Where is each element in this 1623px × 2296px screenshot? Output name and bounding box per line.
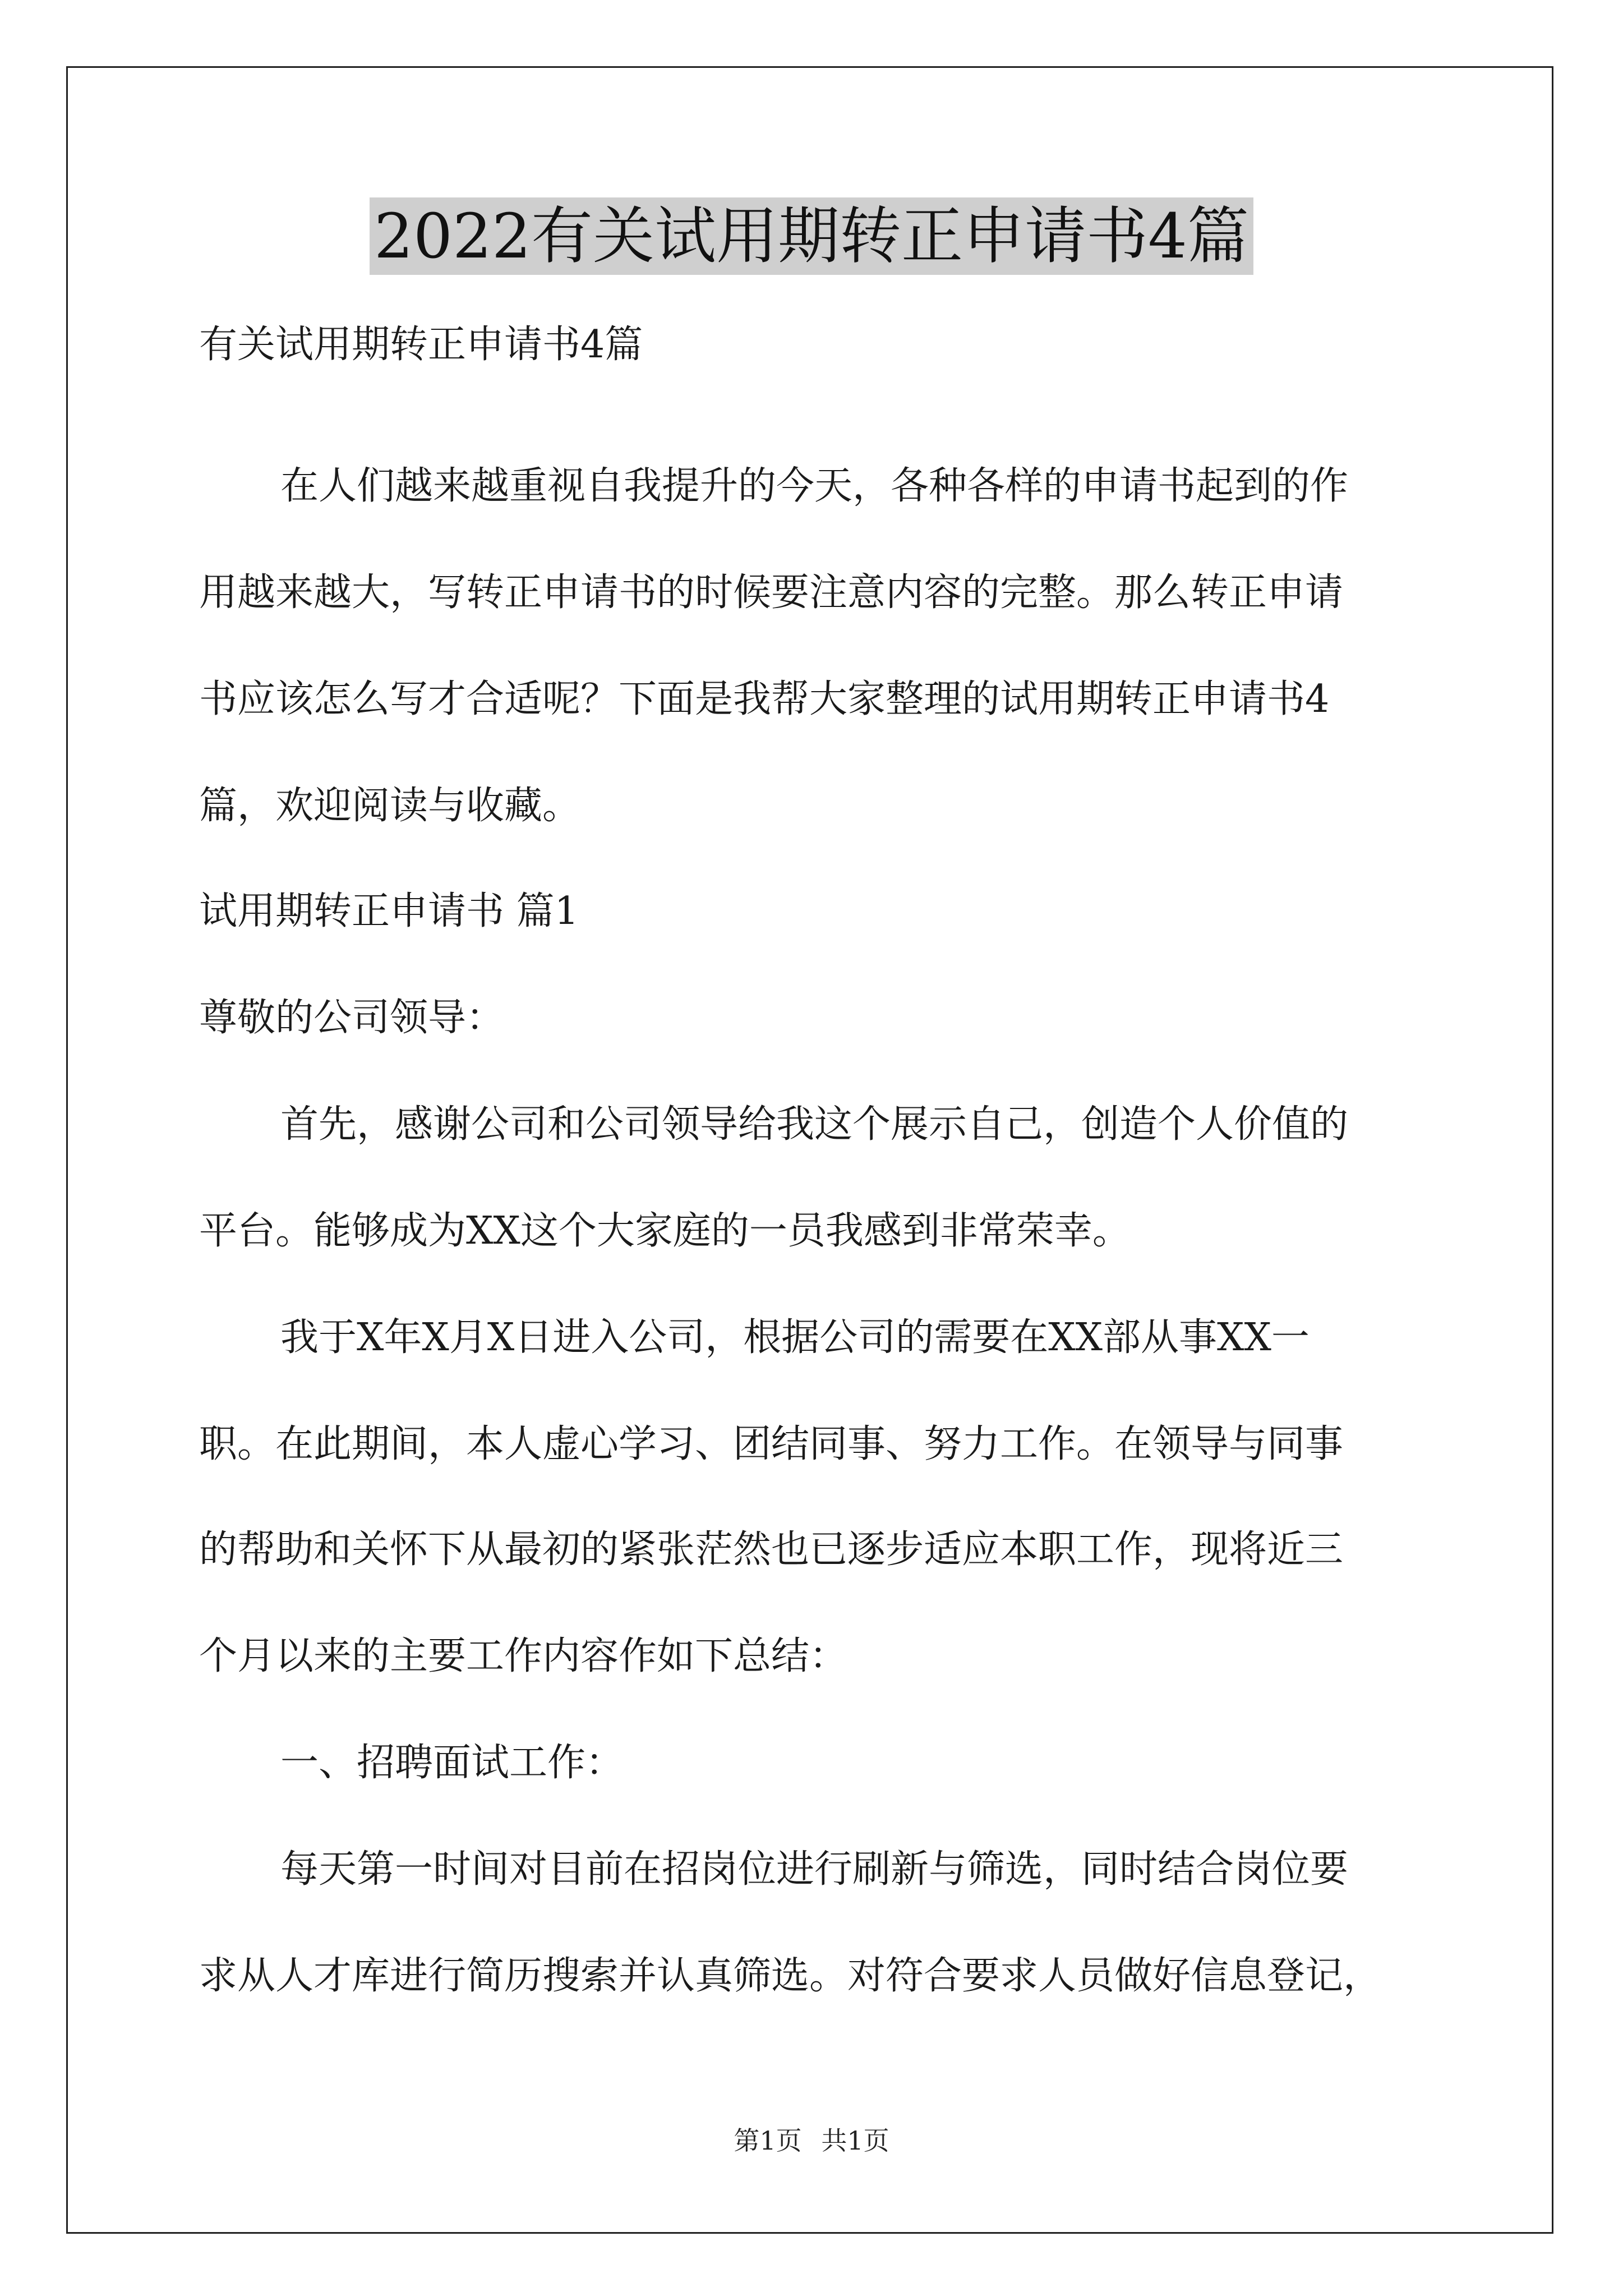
body-line: 书应该怎么写才合适呢？下面是我帮大家整理的试用期转正申请书4: [199, 677, 1330, 721]
body-line: 用越来越大，写转正申请书的时候要注意内容的完整。那么转正申请: [199, 570, 1344, 615]
body-line: 在人们越来越重视自我提升的今天，各种各样的申请书起到的作: [280, 464, 1349, 508]
body-line: 职。在此期间，本人虚心学习、团结同事、努力工作。在领导与同事: [199, 1422, 1344, 1466]
body-line: 篇，欢迎阅读与收藏。: [199, 784, 581, 828]
document-title: 2022有关试用期转正申请书4篇: [370, 197, 1253, 275]
page-total: 共1页: [821, 2125, 889, 2156]
body-line: 我于X年X月X日进入公司，根据公司的需要在XX部从事XX一: [280, 1315, 1310, 1360]
body-line: 求从人才库进行简历搜索并认真筛选。对符合要求人员做好信息登记，: [199, 1954, 1382, 1998]
subsection-heading: 一、招聘面试工作：: [280, 1741, 624, 1785]
body-line: 平台。能够成为XX这个大家庭的一员我感到非常荣幸。: [199, 1209, 1131, 1253]
body-line: 每天第一时间对目前在招岗位进行刷新与筛选，同时结合岗位要: [280, 1847, 1349, 1892]
page-footer: [0, 2124, 1623, 2157]
body-line: 的帮助和关怀下从最初的紧张茫然也已逐步适应本职工作，现将近三: [199, 1527, 1344, 1572]
body-line: 首先，感谢公司和公司领导给我这个展示自己，创造个人价值的: [280, 1102, 1349, 1147]
page-border: [66, 66, 1553, 2234]
page-number: 第1页: [734, 2125, 802, 2156]
body-line: 个月以来的主要工作内容作如下总结：: [199, 1634, 848, 1678]
section-heading: 试用期转正申请书 篇1: [199, 889, 579, 933]
salutation: 尊敬的公司领导：: [199, 996, 505, 1040]
subtitle-line: 有关试用期转正申请书4篇: [199, 323, 643, 367]
title-container: [0, 197, 1623, 275]
